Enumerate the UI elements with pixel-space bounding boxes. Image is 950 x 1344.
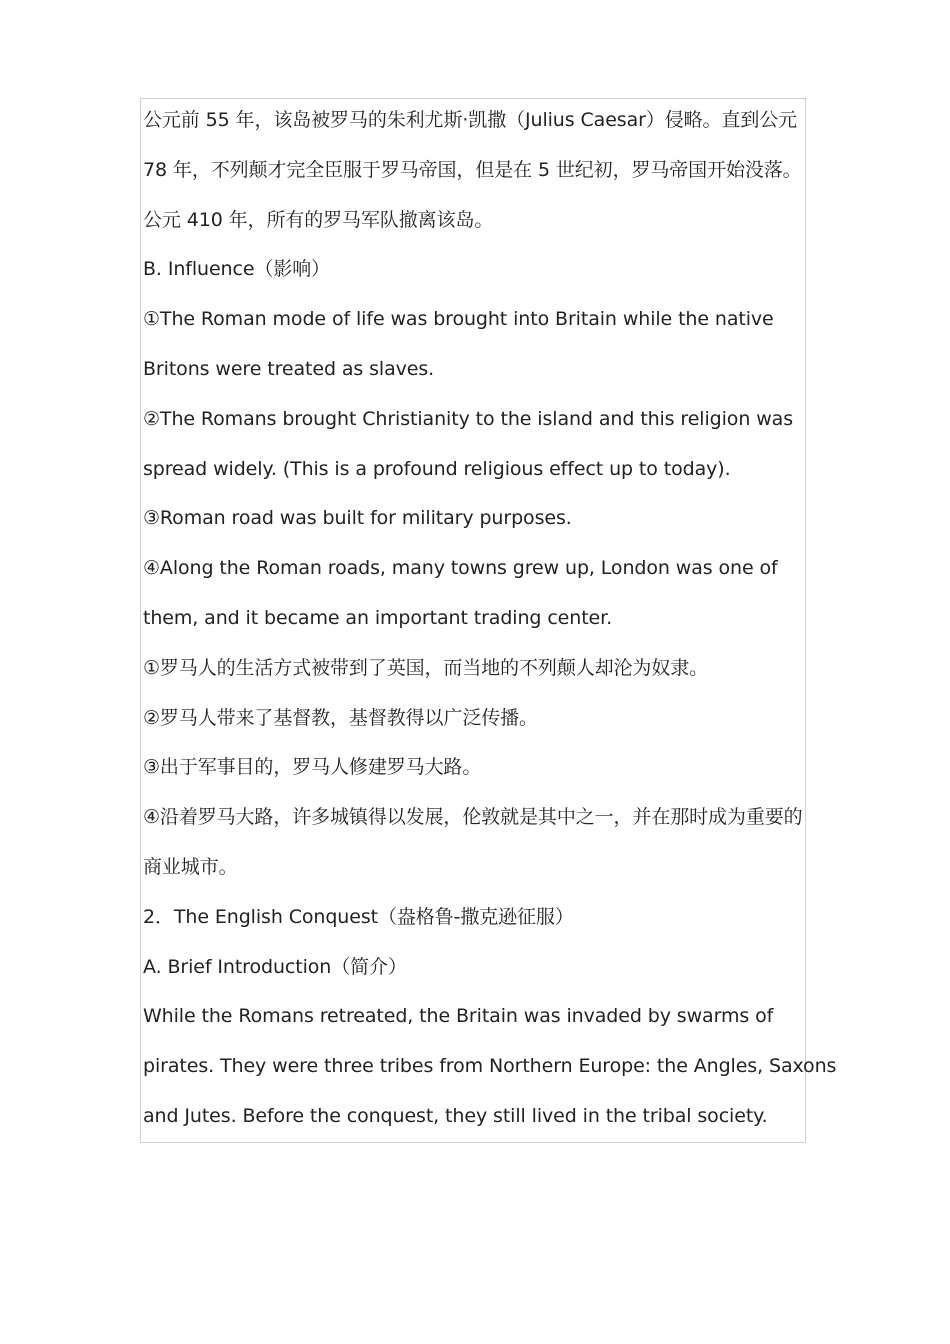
text-line: spread widely. (This is a profound religious effect up to today).: [143, 457, 731, 480]
text-line: ①The Roman mode of life was brought into Britain while the native: [143, 308, 774, 331]
section-heading-english-conquest: 2．The English Conquest（盎格鲁-撒克逊征服）: [143, 905, 574, 928]
text-line: pirates. They were three tribes from Northern Europe: the Angles, Saxons: [143, 1055, 837, 1078]
text-line: and Jutes. Before the conquest, they still lived in the tribal society.: [143, 1104, 768, 1127]
text-line: 公元 410 年，所有的罗马军队撤离该岛。: [143, 208, 494, 231]
text-line: ③Roman road was built for military purposes.: [143, 507, 572, 530]
text-line: 商业城市。: [143, 855, 238, 878]
text-line: ②The Romans brought Christianity to the island and this religion was: [143, 407, 793, 430]
text-line: ④Along the Roman roads, many towns grew up, London was one of: [143, 557, 778, 580]
text-line: ④沿着罗马大路，许多城镇得以发展，伦敦就是其中之一，并在那时成为重要的: [143, 806, 803, 829]
subsection-heading-brief-introduction: A. Brief Introduction（简介）: [143, 955, 407, 978]
text-line: Britons were treated as slaves.: [143, 357, 435, 380]
text-line: While the Romans retreated, the Britain was invaded by swarms of: [143, 1005, 774, 1028]
text-line: them, and it became an important trading center.: [143, 606, 613, 629]
text-line: ①罗马人的生活方式被带到了英国，而当地的不列颠人却沦为奴隶。: [143, 656, 709, 679]
text-line: ②罗马人带来了基督教，基督教得以广泛传播。: [143, 706, 538, 729]
document-body: [143, 96, 837, 1142]
text-line: 78 年，不列颠才完全臣服于罗马帝国，但是在 5 世纪初，罗马帝国开始没落。: [143, 158, 802, 181]
text-line: 公元前 55 年，该岛被罗马的朱利尤斯·凯撒（Julius Caesar）侵略。直到公元: [143, 109, 798, 131]
section-heading-influence: B. Influence（影响）: [143, 258, 331, 281]
text-line: ③出于军事目的，罗马人修建罗马大路。: [143, 756, 482, 779]
